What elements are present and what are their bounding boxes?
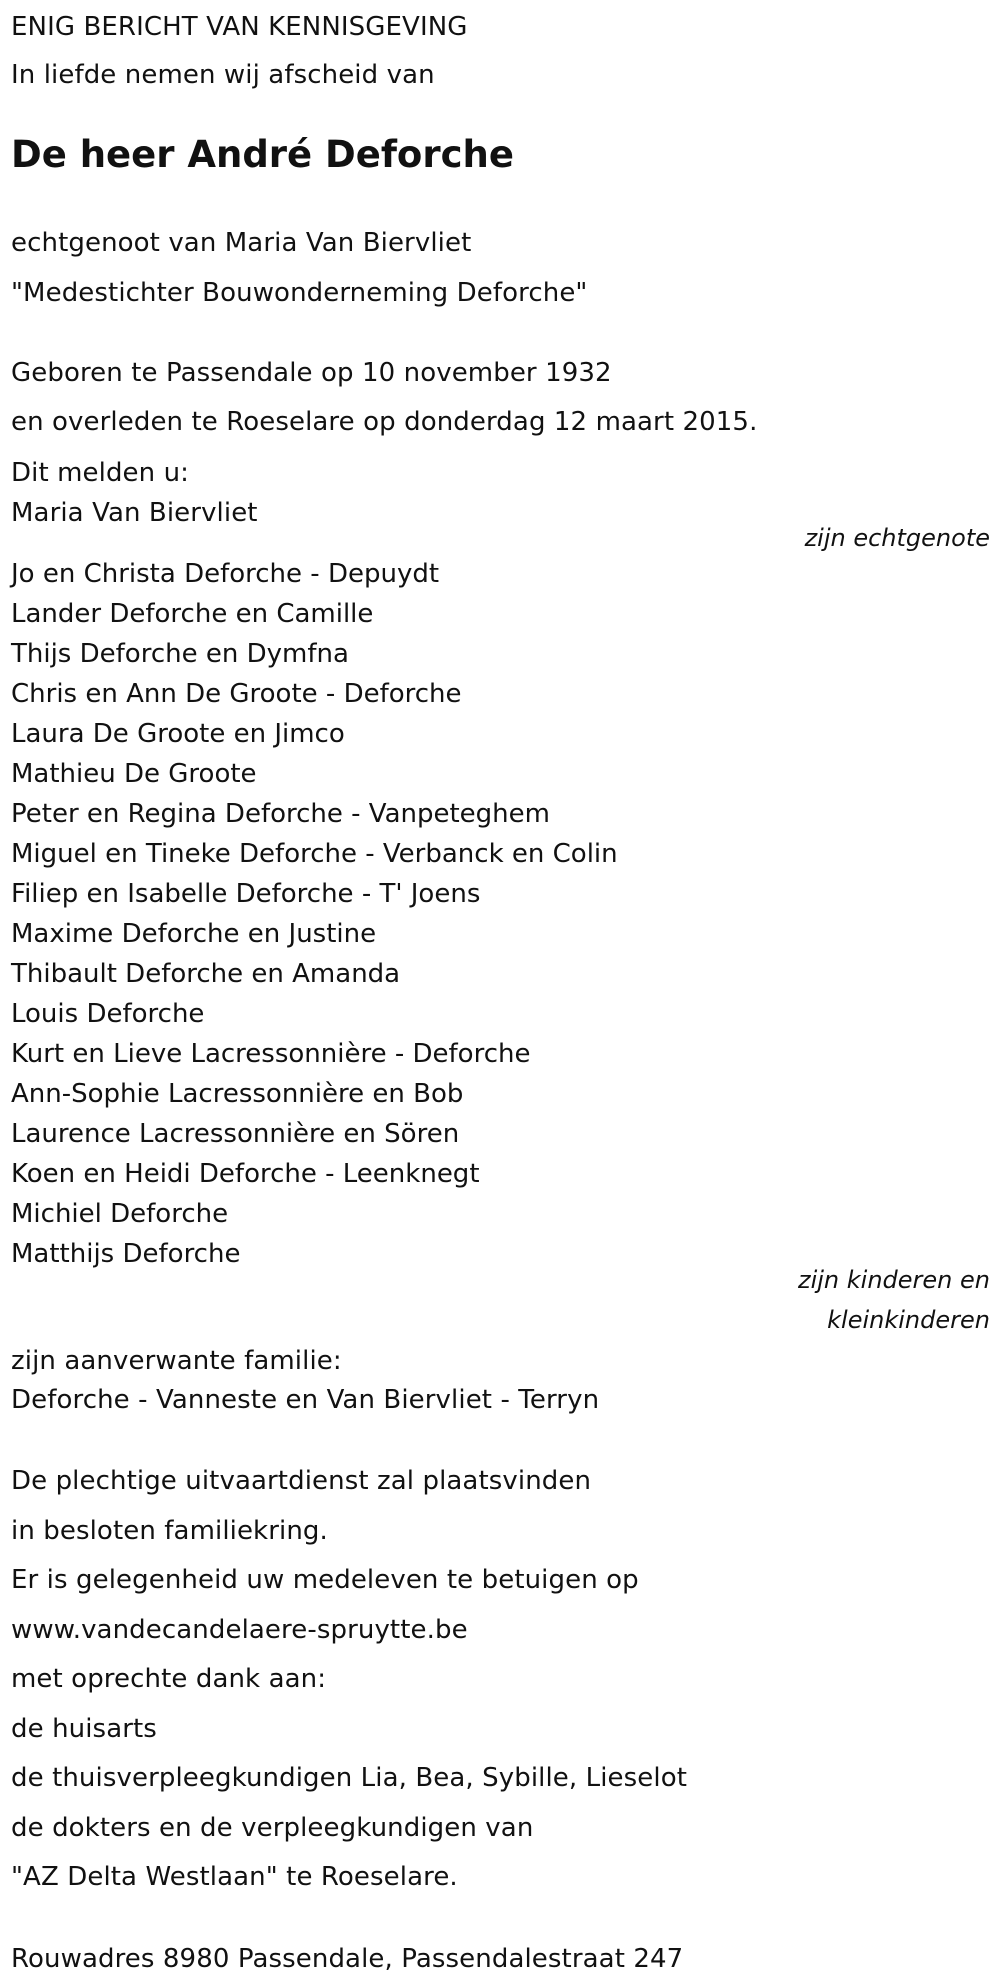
occupation-quote: "Medestichter Bouwonderneming Deforche"	[11, 278, 588, 308]
spouse-role: zijn echtgenote	[804, 524, 990, 552]
list-item: Peter en Regina Deforche - Vanpeteghem	[11, 799, 550, 829]
notice-heading: ENIG BERICHT VAN KENNISGEVING	[11, 12, 468, 42]
children-list	[11, 554, 618, 1274]
deceased-name: De heer André Deforche	[11, 133, 514, 176]
list-item: Koen en Heidi Deforche - Leenknegt	[11, 1159, 480, 1189]
family-names: Deforche - Vanneste en Van Biervliet - Terryn	[11, 1385, 600, 1415]
list-item: Filiep en Isabelle Deforche - T' Joens	[11, 879, 481, 909]
spouse-name: Maria Van Biervliet	[11, 498, 258, 528]
thanks-line-4: "AZ Delta Westlaan" te Roeselare.	[11, 1862, 458, 1892]
children-role-line-1: zijn kinderen en	[798, 1266, 990, 1294]
list-item: Louis Deforche	[11, 999, 205, 1029]
list-item: Michiel Deforche	[11, 1199, 229, 1229]
list-item: Mathieu De Groote	[11, 759, 257, 789]
thanks-intro: met oprechte dank aan:	[11, 1664, 327, 1694]
birth-line: Geboren te Passendale op 10 november 1932	[11, 358, 612, 388]
list-item: Kurt en Lieve Lacressonnière - Deforche	[11, 1039, 531, 1069]
thanks-line-3: de dokters en de verpleegkundigen van	[11, 1813, 534, 1843]
list-item: Thibault Deforche en Amanda	[11, 959, 401, 989]
list-item: Matthijs Deforche	[11, 1239, 241, 1269]
service-line-1: De plechtige uitvaartdienst zal plaatsvinden	[11, 1466, 592, 1496]
thanks-line-1: de huisarts	[11, 1714, 157, 1744]
list-item: Thijs Deforche en Dymfna	[11, 639, 349, 669]
list-item: Laura De Groote en Jimco	[11, 719, 345, 749]
list-item: Jo en Christa Deforche - Depuydt	[11, 559, 440, 589]
announcers-intro: Dit melden u:	[11, 458, 190, 488]
list-item: Chris en Ann De Groote - Deforche	[11, 679, 462, 709]
thanks-line-2: de thuisverpleegkundigen Lia, Bea, Sybille, Lieselot	[11, 1763, 687, 1793]
children-role-line-2: kleinkinderen	[827, 1306, 990, 1334]
service-line-3: Er is gelegenheid uw medeleven te betuigen op	[11, 1565, 639, 1595]
list-item: Laurence Lacressonnière en Sören	[11, 1119, 460, 1149]
list-item: Miguel en Tineke Deforche - Verbanck en Colin	[11, 839, 618, 869]
spouse-line: echtgenoot van Maria Van Biervliet	[11, 228, 472, 258]
death-line: en overleden te Roeselare op donderdag 12 maart 2015.	[11, 407, 758, 437]
funeral-website: www.vandecandelaere-spruytte.be	[11, 1615, 468, 1645]
list-item: Ann-Sophie Lacressonnière en Bob	[11, 1079, 464, 1109]
mourning-address: Rouwadres 8980 Passendale, Passendalestraat 247	[11, 1944, 684, 1974]
service-line-2: in besloten familiekring.	[11, 1516, 328, 1546]
intro-text: In liefde nemen wij afscheid van	[11, 60, 435, 90]
list-item: Maxime Deforche en Justine	[11, 919, 377, 949]
family-intro: zijn aanverwante familie:	[11, 1346, 342, 1376]
list-item: Lander Deforche en Camille	[11, 599, 374, 629]
